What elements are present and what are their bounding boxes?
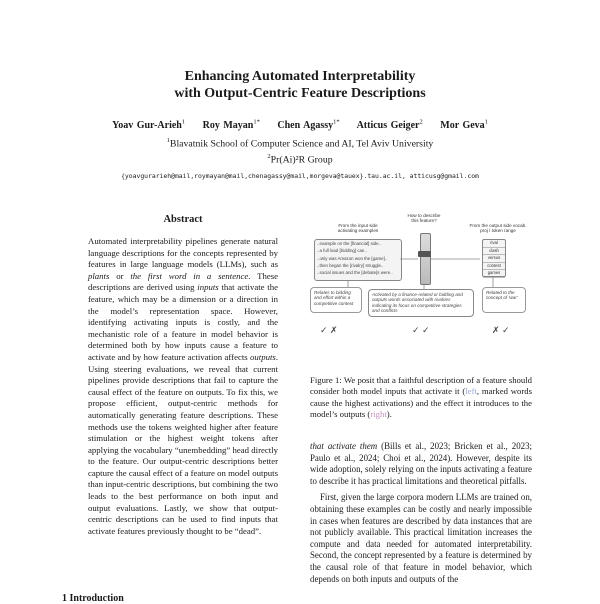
body-text xyxy=(310,441,532,585)
figure-mid-label: How to describe this feature? xyxy=(407,213,441,223)
vocab-token: contest xyxy=(483,263,505,271)
paper-title xyxy=(0,68,600,102)
abstract-heading: Abstract xyxy=(163,214,203,225)
paragraph-1: that activate them (Bills et al., 2023; Bricken et al., 2023; Paulo et al., 2024; Choi et al., 2024). However, despite its wide adoption, solely relying on the inputs activating a feature to describe it has practical limitations and theoretical pitfalls. xyxy=(310,441,532,486)
example-5: ..social issues and the [debate]s were.. xyxy=(317,270,393,276)
figure-1 xyxy=(308,213,534,363)
vocab-token: versus xyxy=(483,255,505,263)
vocab-token: rival xyxy=(483,240,505,248)
figure-left-label: From the input side activating examples xyxy=(337,223,379,233)
example-4: ..then began the [rivalry] struggle.. xyxy=(317,262,384,268)
figure-caption: Figure 1: We posit that a faithful description of a feature should consider both model inputs that activate it (left, marked words cause the highest activations) and the effect it introduces to the model’s outputs (right). xyxy=(310,375,532,420)
example-2: ..a full load [bidding] can.. xyxy=(317,248,367,254)
author-list xyxy=(0,119,600,131)
example-3: ..only was Amazon won the [game].. xyxy=(317,255,388,261)
title-line-2: with Output-Centric Feature Descriptions xyxy=(174,86,426,101)
output-description-box: Related to the concept of 'war' xyxy=(482,287,526,313)
figure-right-label: From the output side vocab. proj / token range xyxy=(469,223,527,233)
author-emails: {yoavgurarieh@mail,roymayan@mail,chenagassy@mail,morgeva@tauex}.tau.ac.il, atticusg@gmail.com xyxy=(121,172,479,180)
right-eval-marks: ✗ ✓ xyxy=(492,325,510,335)
vocab-token: games xyxy=(483,270,505,278)
vocab-token: clash xyxy=(483,248,505,256)
author-2: Roy Mayan$^{1*}$ xyxy=(202,119,260,132)
introduction-heading: 1 Introduction xyxy=(62,593,124,604)
left-eval-marks: ✓ ✗ xyxy=(320,325,338,335)
author-4: Atticus Geiger$^2$ xyxy=(356,119,423,132)
title-line-1: Enhancing Automated Interpretability xyxy=(184,69,416,84)
mid-eval-marks: ✓ ✓ xyxy=(412,325,430,335)
author-1: Yoav Gur-Arieh$^1$ xyxy=(112,119,186,132)
author-5: Mor Geva$^1$ xyxy=(440,119,488,132)
input-description-box: Relates to bidding and effort within a competitive context xyxy=(310,287,362,313)
abstract-text: Automated interpretability pipelines generate natural language descriptions for the concepts represented by features in large language models (LLMs), such as plants or the first word in a sentence. These descriptions are derived using inputs that activate the feature, which may be a dimension or a direction in the model’s representation space. However, identifying activating inputs is costly, and the mechanistic role of a feature in model behavior is determined both by how inputs cause a feature to activate and by how feature activation affects outputs. Using steering evaluations, we reveal that current pipelines provide descriptions that fail to capture the causal effect of the feature on outputs. To fix this, we propose efficient, output-centric methods for automatically generating feature descriptions. These methods use the tokens weighted higher after feature stimulation or the highest weight tokens after applying the vocabulary “unembedding” head directly to the feature. Our output-centric descriptions better capture the causal effect of a feature on model outputs than input-centric descriptions, but combining the two leads to the best performance on both input and output evaluations. Lastly, we show that output-centric descriptions can be used to find inputs that activate features previously thought to be “dead”. xyxy=(88,236,279,536)
example-1: ..example on the [financial] side.. xyxy=(317,241,381,246)
affiliation-1: $^1$Blavatnik School of Computer Science and AI, Tel Aviv University xyxy=(166,137,434,150)
paragraph-2: First, given the large corpora modern LLMs are trained on, obtaining these examples can be costly and nearly impossible in cases when features are described by data instances that are not publicly available. This practical limitation increases the compute and data needed for automated interpretability. Second, the concept represented by a feature is determined by the causal role of that feature in model behavior, which depends on both inputs and outputs of the xyxy=(310,492,532,584)
affiliation-2: $^2$Pr(Ai)²R Group xyxy=(267,153,333,166)
author-3: Chen Agassy$^{1*}$ xyxy=(277,119,340,132)
combined-description-box: Activated by a finance-related or bidding and outputs words associated with rivalries indicating its focus on competitive strategies and conflicts xyxy=(368,289,474,317)
